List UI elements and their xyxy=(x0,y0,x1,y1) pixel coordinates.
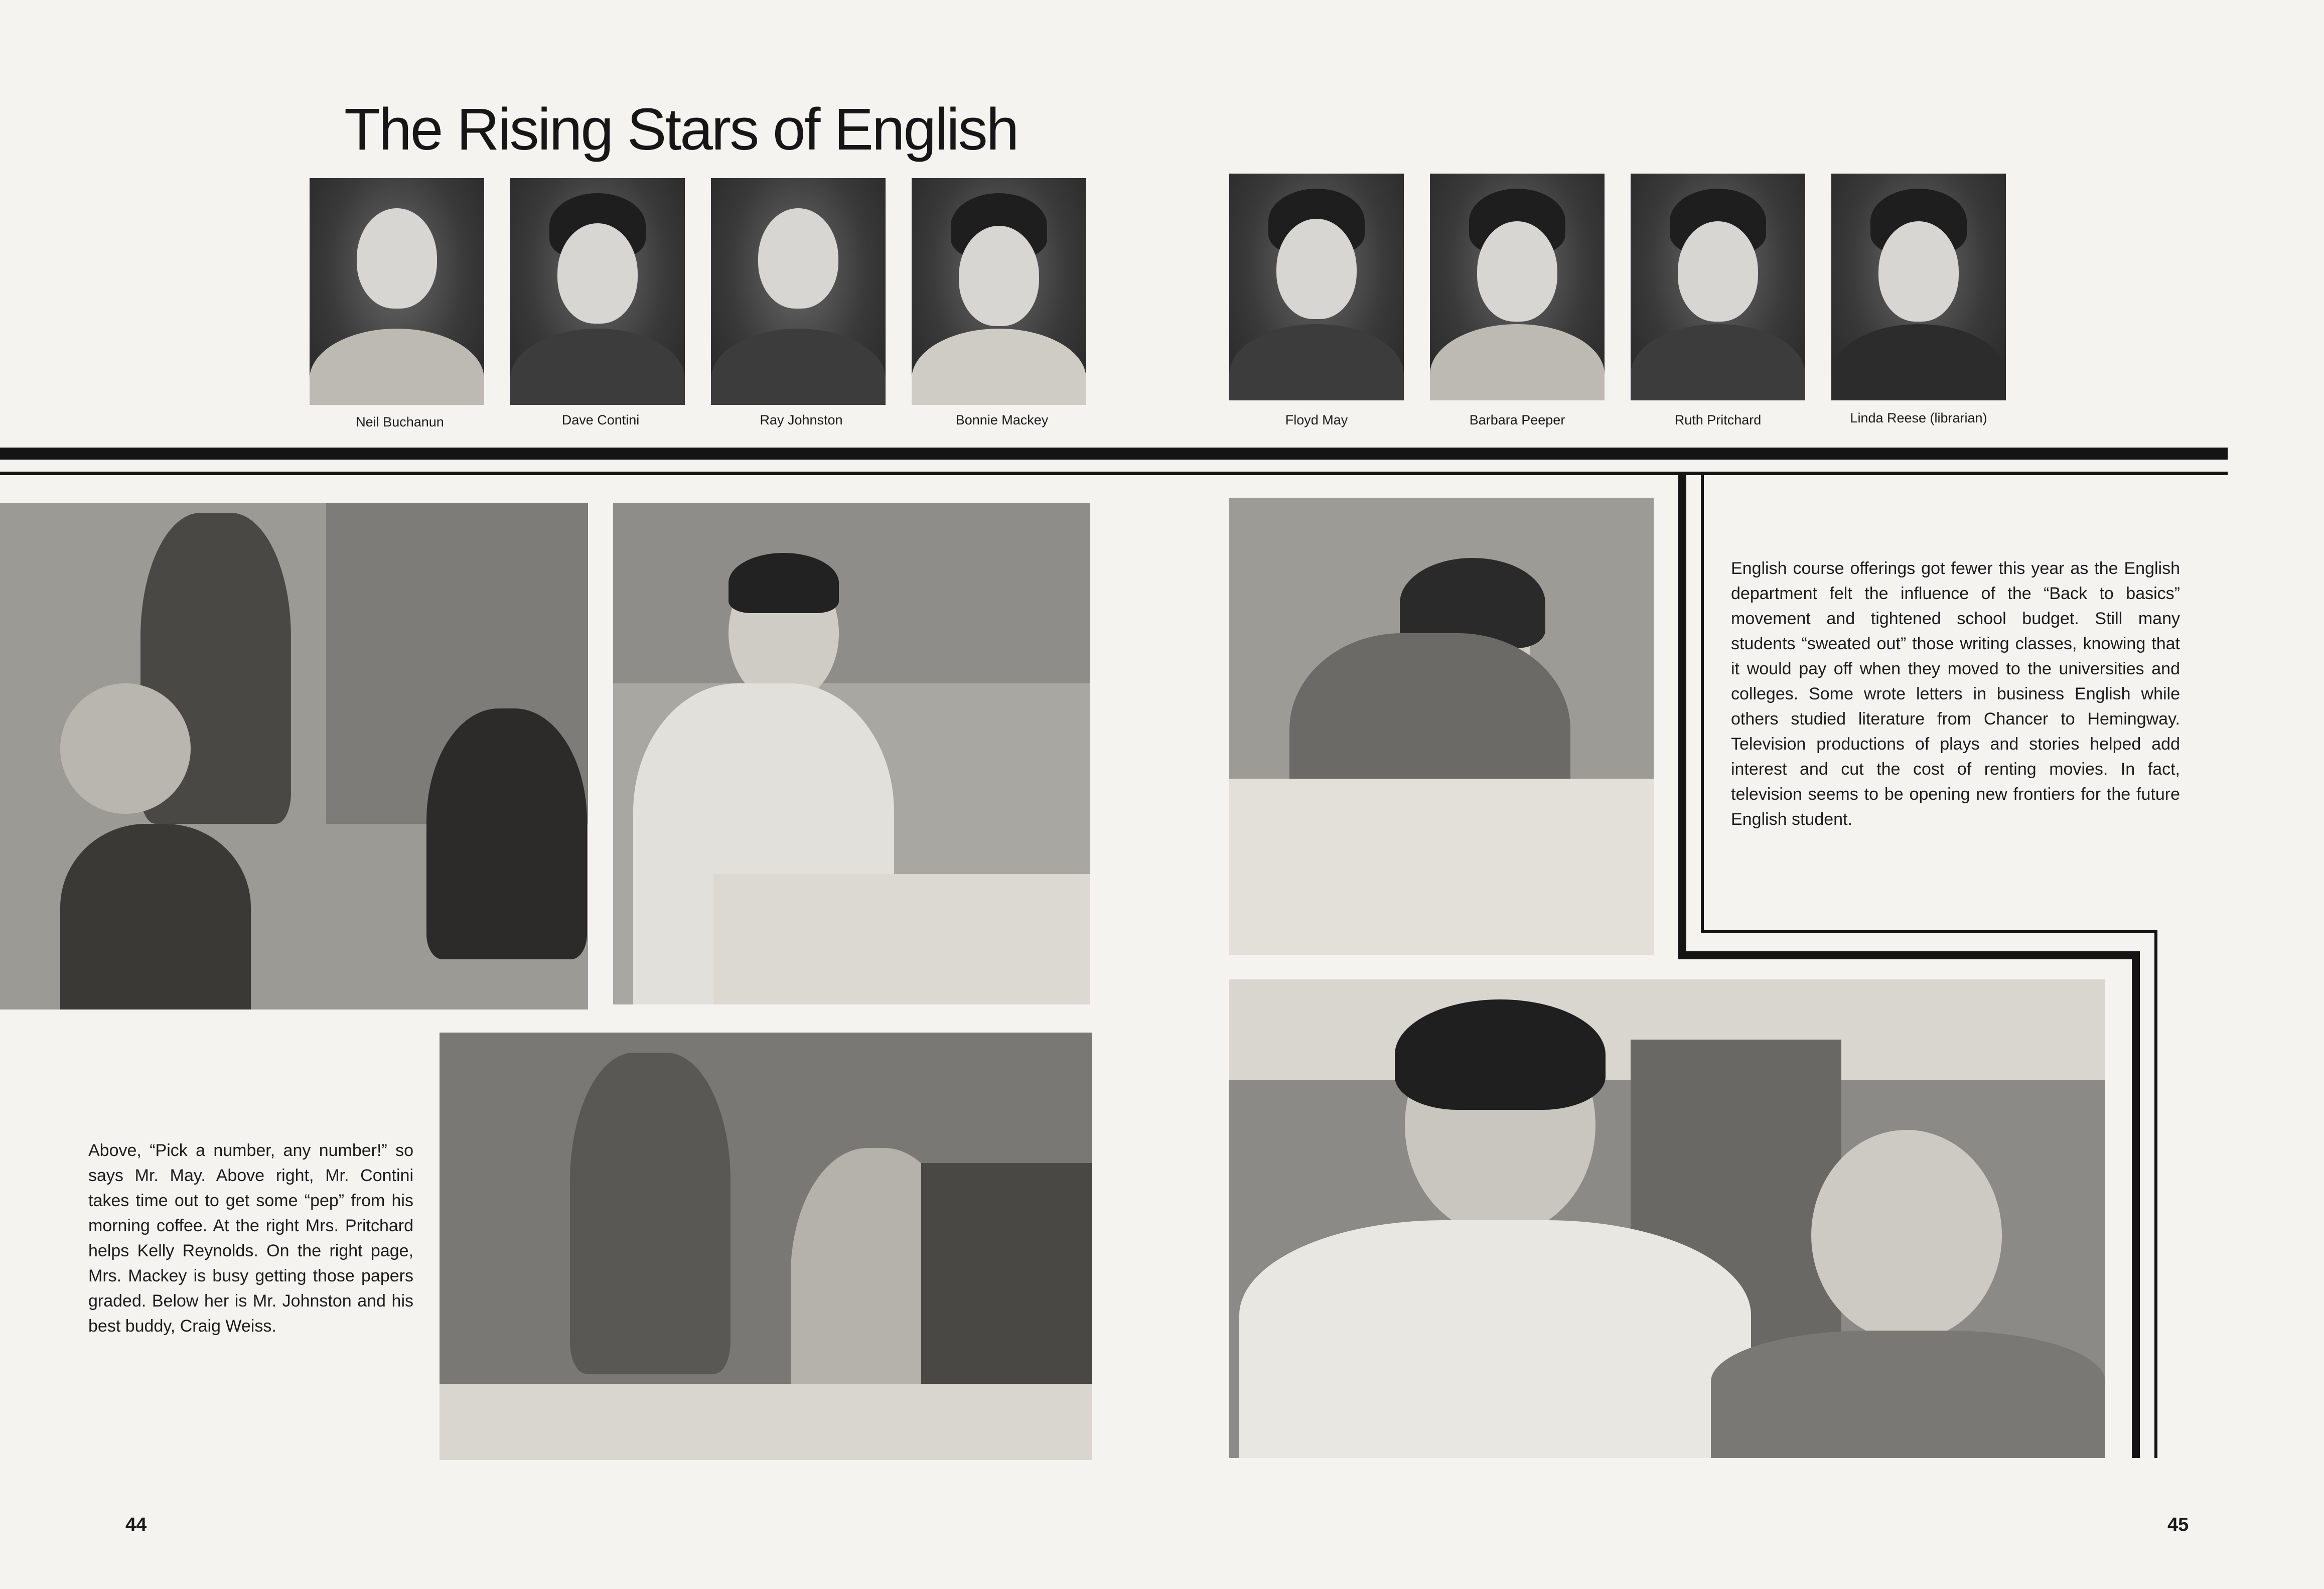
portrait-ruth-pritchard xyxy=(1631,174,1805,400)
divider-thin-rule xyxy=(0,472,2228,475)
caption-floyd-may: Floyd May xyxy=(1285,412,1348,427)
portrait-linda-reese xyxy=(1831,174,2006,400)
photo-mrs-mackey-grading xyxy=(1229,498,1654,955)
page-title: The Rising Stars of English xyxy=(344,96,1018,163)
portrait-barbara-peeper xyxy=(1430,174,1605,400)
portrait-dave-contini xyxy=(510,178,685,405)
photo-mr-may-classroom xyxy=(0,503,588,1009)
caption-ruth-pritchard: Ruth Pritchard xyxy=(1674,412,1762,427)
caption-bonnie-mackey: Bonnie Mackey xyxy=(955,412,1049,427)
divider-thick-rule xyxy=(0,448,2228,460)
department-summary-text: English course offerings got fewer this year as the English department felt the influence of the “Back to basics” movement and tightened school budget. Still many students “sweated out” those writing classes, knowing that it would pay off when they moved to the universities and colleges. Some wrote letters in business English while others studied literature from Chancer to Hemingway. Television productions of plays and stories helped add interest and cut the cost of renting movies. In fact, television seems to be opening new frontiers for the future English student. xyxy=(1731,559,2180,829)
photo-mr-johnston-craig-weiss xyxy=(1229,979,2105,1458)
caption-barbara-peeper: Barbara Peeper xyxy=(1469,412,1565,427)
portrait-neil-buchanun xyxy=(310,178,484,405)
portrait-floyd-may xyxy=(1229,174,1404,400)
photo-captions-text: Above, “Pick a number, any number!” so says Mr. May. Above right, Mr. Contini takes time out to get some “pep” from his morning coffee. At the right Mrs. Pritchard helps Kelly Reynolds. On the right page, Mrs. Mackey is busy getting those papers graded. Below her is Mr. Johnston and his best buddy, Craig Weiss. xyxy=(88,1141,413,1336)
portrait-bonnie-mackey xyxy=(912,178,1086,405)
frame-right-thin xyxy=(2154,930,2157,1458)
photo-mrs-pritchard-helping xyxy=(440,1033,1092,1460)
frame-left-thick xyxy=(1678,472,1686,959)
caption-linda-reese: Linda Reese (librarian) xyxy=(1850,410,1987,425)
frame-bottom-thick xyxy=(1678,951,2140,959)
page-number-right: 45 xyxy=(2167,1514,2189,1535)
page-number-left: 44 xyxy=(125,1514,147,1535)
frame-bottom-thin xyxy=(1701,930,2157,933)
photo-mr-contini-coffee xyxy=(613,503,1090,1004)
frame-left-thin xyxy=(1701,472,1704,933)
portrait-ray-johnston xyxy=(711,178,886,405)
frame-right-thick xyxy=(2132,951,2140,1458)
caption-ray-johnston: Ray Johnston xyxy=(760,412,843,427)
caption-neil-buchanun: Neil Buchanun xyxy=(356,414,444,429)
caption-dave-contini: Dave Contini xyxy=(561,412,640,427)
